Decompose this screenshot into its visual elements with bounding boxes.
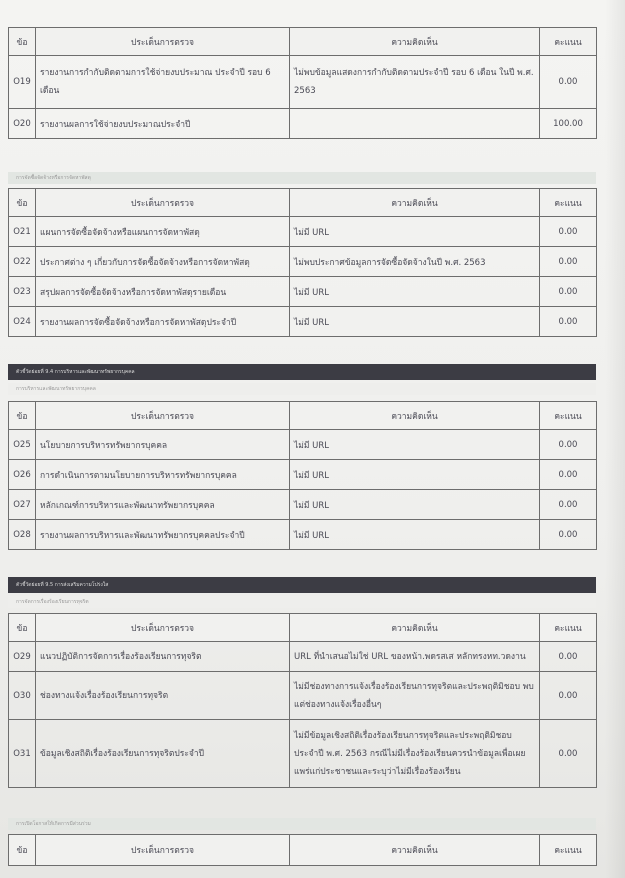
section-title: ตัวชี้วัดย่อยที่ 9.5 การส่งเสริมความโปร่งใส — [8, 577, 596, 593]
section-subtitle: การจัดการเรื่องร้องเรียนการทุจริต — [8, 596, 596, 608]
table-row — [9, 277, 597, 307]
row-topic: สรุปผลการจัดซื้อจัดจ้างหรือการจัดหาพัสดุรายเดือน — [36, 277, 290, 307]
row-no: O22 — [9, 247, 36, 277]
row-score: 0.00 — [540, 307, 597, 337]
row-opinion: URL ที่นำเสนอไม่ใช่ URL ของหน้า.พดรสเส หลักทรงหท.วดงาน — [290, 642, 540, 672]
row-no: O26 — [9, 460, 36, 490]
header-no: ข้อ — [9, 402, 36, 430]
table-row — [9, 430, 597, 460]
row-opinion — [290, 109, 540, 139]
row-score: 0.00 — [540, 520, 597, 550]
row-opinion: ไม่พบประกาศข้อมูลการจัดซื้อจัดจ้างในปี พ.ศ. 2563 — [290, 247, 540, 277]
row-topic: ช่องทางแจ้งเรื่องร้องเรียนการทุจริต — [36, 672, 290, 720]
header-opinion: ความคิดเห็น — [290, 614, 540, 642]
row-topic: รายงานผลการใช้จ่ายงบประมาณประจำปี — [36, 109, 290, 139]
row-score: 0.00 — [540, 490, 597, 520]
row-opinion: ไม่มี URL — [290, 460, 540, 490]
table-procurement — [8, 188, 597, 337]
header-score: คะแนน — [540, 28, 597, 56]
header-topic: ประเด็นการตรวจ — [36, 402, 290, 430]
header-topic: ประเด็นการตรวจ — [36, 189, 290, 217]
table-row — [9, 307, 597, 337]
table-header — [9, 28, 597, 56]
header-no: ข้อ — [9, 28, 36, 56]
row-score: 0.00 — [540, 720, 597, 788]
header-opinion: ความคิดเห็น — [290, 402, 540, 430]
row-score: 0.00 — [540, 56, 597, 109]
row-no: O19 — [9, 56, 36, 109]
row-no: O27 — [9, 490, 36, 520]
row-opinion: ไม่มี URL — [290, 307, 540, 337]
section-title: ตัวชี้วัดย่อยที่ 9.4 การบริหารและพัฒนาทรัพยากรบุคคล — [8, 364, 596, 380]
header-score: คะแนน — [540, 614, 597, 642]
row-topic: การดำเนินการตามนโยบายการบริหารทรัพยากรบุคคล — [36, 460, 290, 490]
row-no: O29 — [9, 642, 36, 672]
row-opinion: ไม่มี URL — [290, 490, 540, 520]
table-row — [9, 490, 597, 520]
table-header — [9, 189, 597, 217]
header-score: คะแนน — [540, 402, 597, 430]
page-shadow — [605, 0, 625, 878]
header-score: คะแนน — [540, 835, 597, 866]
row-opinion: ไม่มี URL — [290, 217, 540, 247]
row-score: 0.00 — [540, 672, 597, 720]
table-row — [9, 642, 597, 672]
table-row — [9, 109, 597, 139]
row-score: 0.00 — [540, 430, 597, 460]
row-no: O23 — [9, 277, 36, 307]
section-subtitle: การบริหารและพัฒนาทรัพยากรบุคคล — [8, 383, 596, 395]
row-no: O21 — [9, 217, 36, 247]
row-opinion: ไม่พบข้อมูลแสดงการกำกับติดตามประจำปี รอบ 6 เดือน ในปี พ.ศ. 2563 — [290, 56, 540, 109]
row-score: 0.00 — [540, 460, 597, 490]
row-opinion: ไม่มี URL — [290, 430, 540, 460]
row-topic: หลักเกณฑ์การบริหารและพัฒนาทรัพยากรบุคคล — [36, 490, 290, 520]
row-topic: ข้อมูลเชิงสถิติเรื่องร้องเรียนการทุจริตประจำปี — [36, 720, 290, 788]
header-no: ข้อ — [9, 835, 36, 866]
row-score: 100.00 — [540, 109, 597, 139]
row-opinion: ไม่มีช่องทางการแจ้งเรื่องร้องเรียนการทุจริตและประพฤติมิชอบ พบแต่ช่องทางแจ้งเรื่องอื่นๆ — [290, 672, 540, 720]
row-topic: ประกาศต่าง ๆ เกี่ยวกับการจัดซื้อจัดจ้างหรือการจัดหาพัสดุ — [36, 247, 290, 277]
table-complaints — [8, 613, 597, 788]
row-topic: แนวปฏิบัติการจัดการเรื่องร้องเรียนการทุจริต — [36, 642, 290, 672]
table-hr — [8, 401, 597, 550]
header-topic: ประเด็นการตรวจ — [36, 614, 290, 642]
header-score: คะแนน — [540, 189, 597, 217]
table-participation — [8, 834, 597, 866]
row-topic: รายงานผลการจัดซื้อจัดจ้างหรือการจัดหาพัสดุประจำปี — [36, 307, 290, 337]
section-subtitle: การเปิดโอกาสให้เกิดการมีส่วนร่วม — [8, 818, 596, 830]
row-topic: แผนการจัดซื้อจัดจ้างหรือแผนการจัดหาพัสดุ — [36, 217, 290, 247]
table-row — [9, 672, 597, 720]
row-no: O31 — [9, 720, 36, 788]
row-no: O28 — [9, 520, 36, 550]
table-budget — [8, 27, 597, 139]
table-header — [9, 835, 597, 866]
row-topic: รายงานผลการบริหารและพัฒนาทรัพยากรบุคคลประจำปี — [36, 520, 290, 550]
section-subtitle: การจัดซื้อจัดจ้างหรือการจัดหาพัสดุ — [8, 172, 596, 184]
header-opinion: ความคิดเห็น — [290, 835, 540, 866]
header-topic: ประเด็นการตรวจ — [36, 835, 290, 866]
row-opinion: ไม่มี URL — [290, 277, 540, 307]
header-opinion: ความคิดเห็น — [290, 28, 540, 56]
table-header — [9, 402, 597, 430]
row-opinion: ไม่มีข้อมูลเชิงสถิติเรื่องร้องเรียนการทุจริตและประพฤติมิชอบ ประจำปี พ.ศ. 2563 กรณีไม่มีเรื่องร้องเรียนควรนำข้อมูลเพื่อเผยแพร่แก่ประชาชนและระบุว่าไม่มีเรื่องร้องเรียน — [290, 720, 540, 788]
header-no: ข้อ — [9, 189, 36, 217]
row-score: 0.00 — [540, 642, 597, 672]
header-no: ข้อ — [9, 614, 36, 642]
header-topic: ประเด็นการตรวจ — [36, 28, 290, 56]
table-row — [9, 247, 597, 277]
table-row — [9, 520, 597, 550]
table-row — [9, 720, 597, 788]
row-topic: รายงานการกำกับติดตามการใช้จ่ายงบประมาณ ประจำปี รอบ 6 เดือน — [36, 56, 290, 109]
row-topic: นโยบายการบริหารทรัพยากรบุคคล — [36, 430, 290, 460]
row-no: O25 — [9, 430, 36, 460]
row-score: 0.00 — [540, 217, 597, 247]
row-no: O30 — [9, 672, 36, 720]
table-row — [9, 460, 597, 490]
row-score: 0.00 — [540, 277, 597, 307]
table-row — [9, 56, 597, 109]
row-no: O20 — [9, 109, 36, 139]
header-opinion: ความคิดเห็น — [290, 189, 540, 217]
table-row — [9, 217, 597, 247]
table-header — [9, 614, 597, 642]
row-opinion: ไม่มี URL — [290, 520, 540, 550]
row-no: O24 — [9, 307, 36, 337]
row-score: 0.00 — [540, 247, 597, 277]
